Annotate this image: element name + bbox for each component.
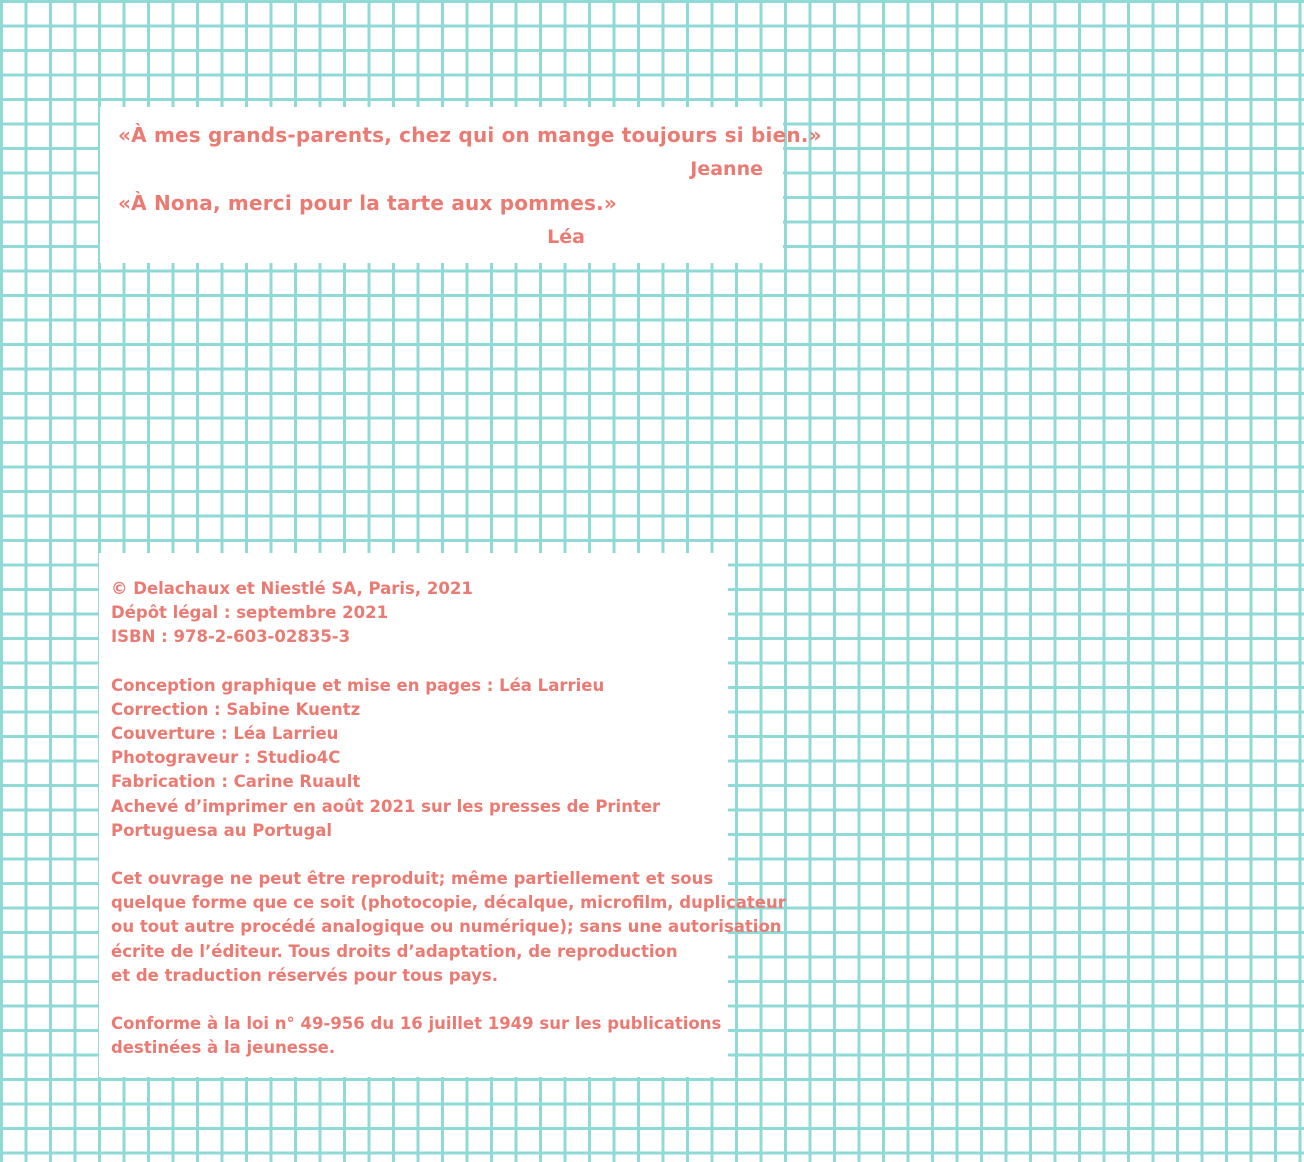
law-line-1: Conforme à la loi n° 49-956 du 16 juillet 1949 sur les publications <box>111 1014 722 1034</box>
dedication-quote-jeanne: «À mes grands-parents, chez qui on mange toujours si bien.» <box>118 123 822 147</box>
cover-credit: Couverture : Léa Larrieu <box>111 724 339 744</box>
legal-deposit-line: Dépôt légal : septembre 2021 <box>111 603 389 623</box>
spacer <box>111 843 718 867</box>
rights-block <box>111 867 786 988</box>
spacer <box>111 650 718 674</box>
law-block <box>111 1012 722 1060</box>
rights-line-3: ou tout autre procédé analogique ou numérique); sans une autorisation <box>111 917 782 937</box>
publisher-block <box>111 577 718 650</box>
dedication-signature-jeanne: Jeanne <box>690 158 763 180</box>
design-credit: Conception graphique et mise en pages : Léa Larrieu <box>111 675 605 695</box>
printing-line-1: Achevé d’imprimer en août 2021 sur les presses de Printer <box>111 796 661 816</box>
rights-line-4: écrite de l’éditeur. Tous droits d’adaptation, de reproduction <box>111 941 678 961</box>
printing-line-2: Portuguesa au Portugal <box>111 820 333 840</box>
law-line-2: destinées à la jeunesse. <box>111 1038 336 1058</box>
copyright-line: © Delachaux et Niestlé SA, Paris, 2021 <box>111 579 473 598</box>
correction-credit: Correction : Sabine Kuentz <box>111 699 361 719</box>
photoengraver-credit: Photograveur : Studio4C <box>111 748 341 768</box>
rights-line-2: quelque forme que ce soit (photocopie, décalque, microfilm, duplicateur <box>111 893 786 913</box>
rights-line-5: et de traduction réservés pour tous pays. <box>111 965 499 985</box>
rights-line-1: Cet ouvrage ne peut être reproduit; même partiellement et sous <box>111 869 714 889</box>
isbn-line: ISBN : 978-2-603-02835-3 <box>111 627 351 647</box>
spacer <box>111 988 718 1012</box>
dedication-signature-lea: Léa <box>547 226 585 248</box>
colophon-panel <box>99 553 786 1077</box>
dedication-quote-lea: «À Nona, merci pour la tarte aux pommes.» <box>118 191 618 215</box>
dedication-panel <box>100 107 822 263</box>
credits-block <box>111 674 718 843</box>
fabrication-credit: Fabrication : Carine Ruault <box>111 772 361 792</box>
